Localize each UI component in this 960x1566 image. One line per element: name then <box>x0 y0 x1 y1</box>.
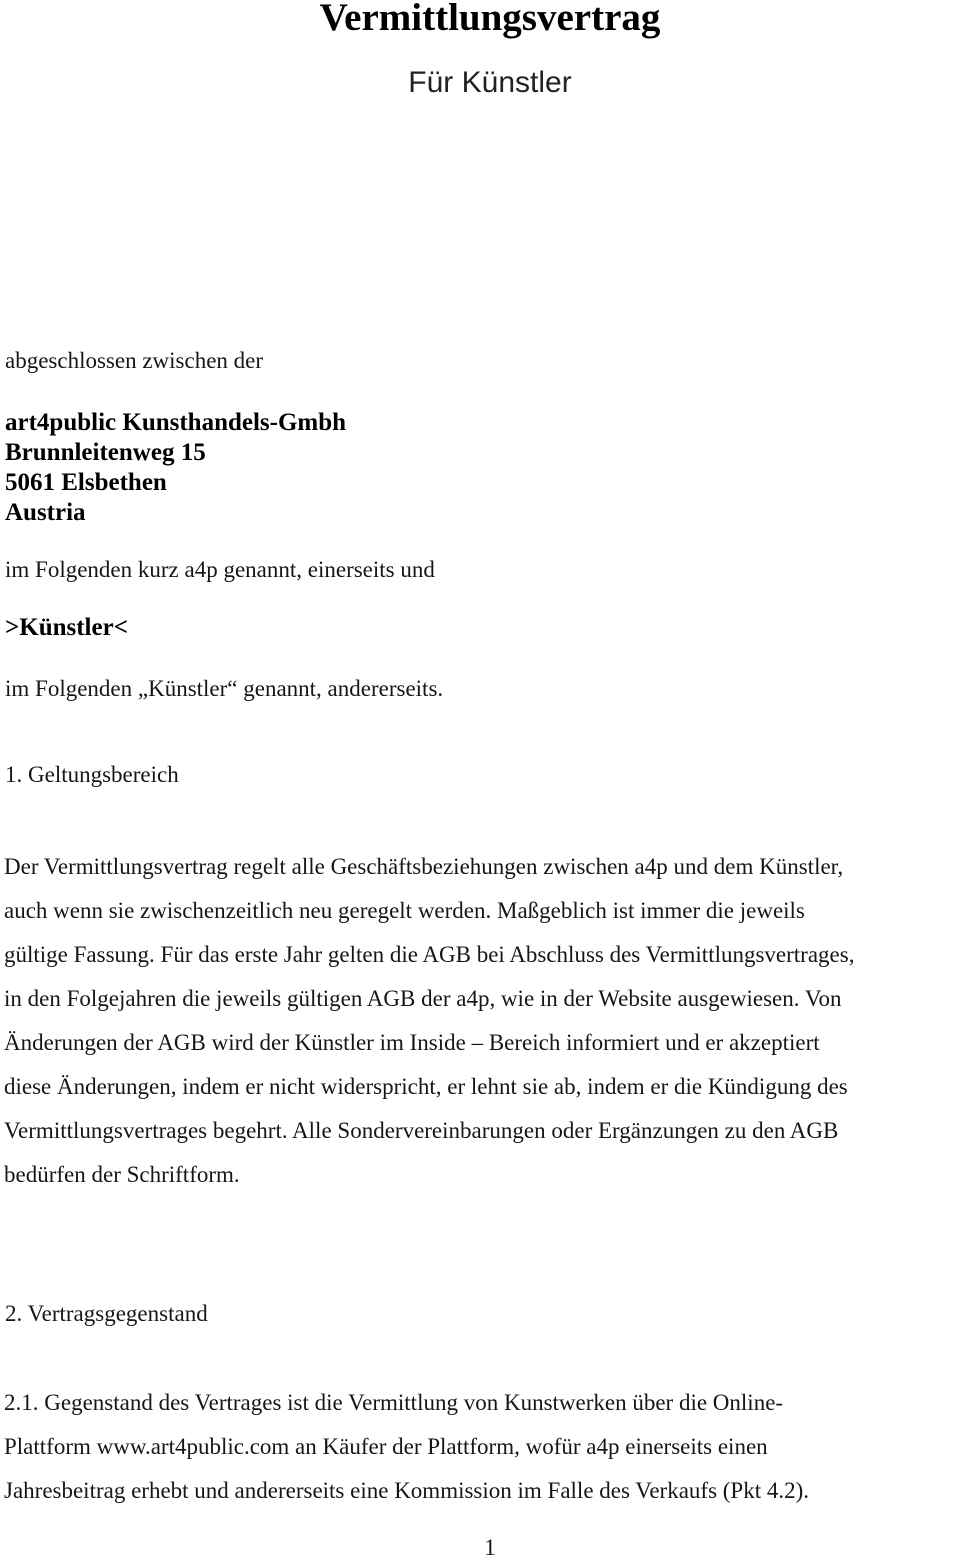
company-name: art4public Kunsthandels-Gmbh <box>5 409 347 436</box>
paragraph-line: auch wenn sie zwischenzeitlich neu geregelt werden. Maßgeblich ist immer die jeweils <box>4 898 805 923</box>
section-1-heading: 1. Geltungsbereich <box>5 762 179 787</box>
paragraph-line: Jahresbeitrag erhebt und andererseits eine Kommission im Falle des Verkaufs (Pkt 4.2). <box>4 1478 810 1503</box>
paragraph-line: diese Änderungen, indem er nicht widerspricht, er lehnt sie ab, indem er die Kündigung des <box>4 1074 848 1099</box>
paragraph-line: 2.1. Gegenstand des Vertrages ist die Vermittlung von Kunstwerken über die Online- <box>4 1390 784 1415</box>
paragraph-line: Plattform www.art4public.com an Käufer der Plattform, wofür a4p einerseits einen <box>4 1434 768 1459</box>
document-subtitle: Für Künstler <box>408 66 572 99</box>
paragraph-line: in den Folgejahren die jeweils gültigen AGB der a4p, wie in der Website ausgewiesen. Von <box>4 986 842 1011</box>
artist-alias-line: im Folgenden „Künstler“ genannt, andererseits. <box>5 676 444 701</box>
parties-opening-line: abgeschlossen zwischen der <box>5 348 264 373</box>
paragraph-line: bedürfen der Schriftform. <box>4 1162 240 1187</box>
company-country: Austria <box>5 499 86 526</box>
section-2-paragraph <box>4 1381 809 1513</box>
company-address-block <box>5 408 346 528</box>
page-number: 1 <box>484 1535 496 1560</box>
paragraph-line: Vermittlungsvertrages begehrt. Alle Sondervereinbarungen oder Ergänzungen zu den AGB <box>4 1118 839 1143</box>
company-postal-city: 5061 Elsbethen <box>5 469 167 496</box>
paragraph-line: Änderungen der AGB wird der Künstler im Inside – Bereich informiert und er akzeptiert <box>4 1030 820 1055</box>
document-title: Vermittlungsvertrag <box>319 0 661 39</box>
paragraph-line: gültige Fassung. Für das erste Jahr gelten die AGB bei Abschluss des Vermittlungsvertrages, <box>4 942 855 967</box>
section-1-paragraph <box>4 845 854 1197</box>
artist-placeholder: >Künstler< <box>5 614 128 641</box>
company-alias-line: im Folgenden kurz a4p genannt, einerseits und <box>5 557 435 582</box>
company-street: Brunnleitenweg 15 <box>5 439 206 466</box>
paragraph-line: Der Vermittlungsvertrag regelt alle Geschäftsbeziehungen zwischen a4p und dem Künstler, <box>4 854 844 879</box>
section-2-heading: 2. Vertragsgegenstand <box>5 1301 208 1326</box>
